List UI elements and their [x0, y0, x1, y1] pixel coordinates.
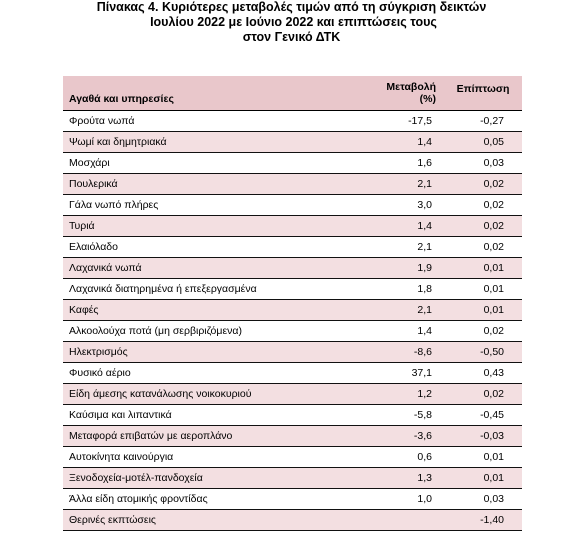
header-change — [340, 76, 444, 110]
cell-change: 1,2 — [340, 383, 444, 404]
table-row — [63, 110, 522, 131]
cell-item: Καύσιμα και λιπαντικά — [63, 404, 340, 425]
cell-change: 2,1 — [340, 173, 444, 194]
cell-item: Αυτοκίνητα καινούργια — [63, 446, 340, 467]
cell-impact: -0,45 — [444, 404, 522, 425]
table-row — [63, 299, 522, 320]
cell-change: 37,1 — [340, 362, 444, 383]
table-row — [63, 173, 522, 194]
price-changes-table — [63, 76, 522, 531]
cell-change: 0,6 — [340, 446, 444, 467]
table-row — [63, 425, 522, 446]
cell-impact: 0,02 — [444, 320, 522, 341]
table-row — [63, 278, 522, 299]
cell-item: Ξενοδοχεία-μοτέλ-πανδοχεία — [63, 467, 340, 488]
table-row — [63, 131, 522, 152]
cell-item: Τυριά — [63, 215, 340, 236]
cell-change: 2,1 — [340, 299, 444, 320]
cell-impact: 0,01 — [444, 446, 522, 467]
cell-item: Θερινές εκπτώσεις — [63, 509, 340, 530]
header-impact: Επίπτωση — [444, 76, 522, 110]
cell-impact: -0,50 — [444, 341, 522, 362]
cell-impact: 0,05 — [444, 131, 522, 152]
table-row — [63, 320, 522, 341]
cell-impact: 0,02 — [444, 194, 522, 215]
cell-change: 2,1 — [340, 236, 444, 257]
cell-change: -3,6 — [340, 425, 444, 446]
table-title — [0, 0, 583, 45]
cell-change: 3,0 — [340, 194, 444, 215]
cell-impact: -0,03 — [444, 425, 522, 446]
table-row — [63, 383, 522, 404]
cell-change: 1,6 — [340, 152, 444, 173]
table-row — [63, 341, 522, 362]
cell-item: Λαχανικά διατηρημένα ή επεξεργασμένα — [63, 278, 340, 299]
header-change-label: Μεταβολή — [386, 80, 436, 93]
table-header-row — [63, 76, 522, 110]
cell-change — [340, 509, 444, 530]
cell-impact: 0,01 — [444, 467, 522, 488]
cell-item: Αλκοολούχα ποτά (μη σερβιριζόμενα) — [63, 320, 340, 341]
cell-item: Ελαιόλαδο — [63, 236, 340, 257]
header-change-unit: (%) — [419, 92, 436, 105]
cell-impact: 0,03 — [444, 152, 522, 173]
cell-item: Άλλα είδη ατομικής φροντίδας — [63, 488, 340, 509]
cell-impact: -0,27 — [444, 110, 522, 131]
cell-impact: 0,01 — [444, 278, 522, 299]
cell-item: Ηλεκτρισμός — [63, 341, 340, 362]
cell-item: Γάλα νωπό πλήρες — [63, 194, 340, 215]
table-row — [63, 362, 522, 383]
cell-change: 1,4 — [340, 215, 444, 236]
cell-change: -8,6 — [340, 341, 444, 362]
cell-change: 1,3 — [340, 467, 444, 488]
header-item: Αγαθά και υπηρεσίες — [63, 76, 340, 110]
cell-item: Καφές — [63, 299, 340, 320]
cell-change: -17,5 — [340, 110, 444, 131]
title-line-1: Πίνακας 4. Κυριότερες μεταβολές τιμών από τη σύγκριση δεικτών — [96, 0, 487, 14]
cell-impact: 0,43 — [444, 362, 522, 383]
table-row — [63, 404, 522, 425]
cell-item: Φυσικό αέριο — [63, 362, 340, 383]
cell-item: Μοσχάρι — [63, 152, 340, 173]
table-row — [63, 446, 522, 467]
title-line-3: στον Γενικό ΔΤΚ — [242, 30, 341, 44]
cell-impact: 0,02 — [444, 215, 522, 236]
cell-item: Λαχανικά νωπά — [63, 257, 340, 278]
cell-change: -5,8 — [340, 404, 444, 425]
table-row — [63, 215, 522, 236]
table-row — [63, 257, 522, 278]
cell-item: Είδη άμεσης κατανάλωσης νοικοκυριού — [63, 383, 340, 404]
table-body — [63, 110, 522, 530]
cell-item: Ψωμί και δημητριακά — [63, 131, 340, 152]
cell-change: 1,0 — [340, 488, 444, 509]
cell-impact: -1,40 — [444, 509, 522, 530]
cell-impact: 0,02 — [444, 173, 522, 194]
table-row — [63, 488, 522, 509]
table-row — [63, 467, 522, 488]
cell-impact: 0,01 — [444, 257, 522, 278]
title-line-2: Ιουλίου 2022 με Ιούνιο 2022 και επιπτώσεις τους — [150, 15, 437, 29]
cell-impact: 0,01 — [444, 299, 522, 320]
cell-item: Πουλερικά — [63, 173, 340, 194]
table-row — [63, 152, 522, 173]
cell-item: Φρούτα νωπά — [63, 110, 340, 131]
table-row — [63, 194, 522, 215]
cell-item: Μεταφορά επιβατών με αεροπλάνο — [63, 425, 340, 446]
cell-change: 1,9 — [340, 257, 444, 278]
cell-change: 1,4 — [340, 131, 444, 152]
cell-impact: 0,03 — [444, 488, 522, 509]
cell-impact: 0,02 — [444, 236, 522, 257]
cell-change: 1,8 — [340, 278, 444, 299]
table-row — [63, 236, 522, 257]
cell-change: 1,4 — [340, 320, 444, 341]
cell-impact: 0,02 — [444, 383, 522, 404]
table-row — [63, 509, 522, 530]
